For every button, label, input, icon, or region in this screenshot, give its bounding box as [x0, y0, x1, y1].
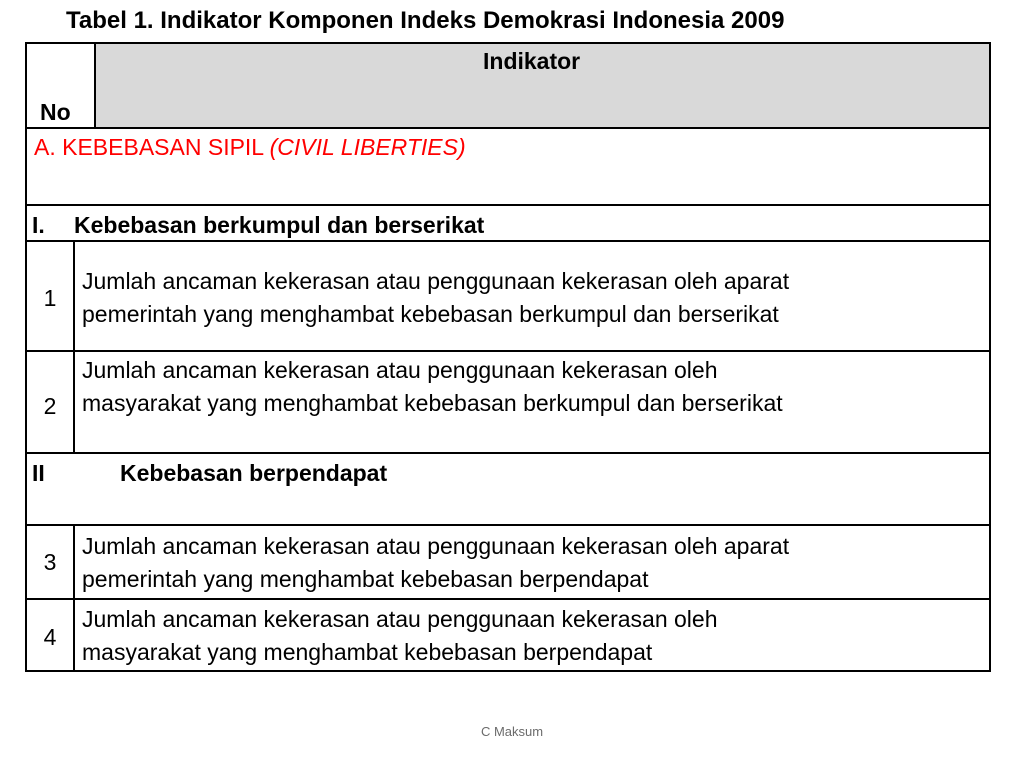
row-divider: [25, 524, 991, 526]
row-2-line-2: masyarakat yang menghambat kebebasan berkumpul dan berserikat: [82, 390, 783, 416]
table-title: Tabel 1. Indikator Komponen Indeks Demokrasi Indonesia 2009: [66, 7, 785, 34]
row-3-description: [82, 530, 982, 596]
row-4-description: [82, 603, 982, 669]
row-divider: [25, 240, 991, 242]
section-a-italic: (CIVIL LIBERTIES): [269, 134, 466, 160]
group-1-label: I.: [32, 212, 45, 238]
row-2-number: 2: [43, 393, 57, 419]
group-2-title: Kebebasan berpendapat: [120, 460, 388, 486]
row-4-line-2: masyarakat yang menghambat kebebasan berpendapat: [82, 639, 653, 665]
row-1-number: 1: [43, 285, 57, 311]
table-border-top: [25, 42, 991, 44]
row-2-description: [82, 354, 982, 420]
section-a-heading: [34, 131, 466, 164]
row-divider: [25, 204, 991, 206]
header-indikator: Indikator: [483, 48, 581, 74]
row-4-line-1: Jumlah ancaman kekerasan atau penggunaan kekerasan oleh: [82, 606, 718, 632]
row-divider: [25, 350, 991, 352]
row-1-line-1: Jumlah ancaman kekerasan atau penggunaan kekerasan oleh aparat: [82, 268, 790, 294]
row-1-line-2: pemerintah yang menghambat kebebasan berkumpul dan berserikat: [82, 301, 779, 327]
group-1-title: Kebebasan berkumpul dan berserikat: [74, 212, 485, 238]
column-divider: [73, 524, 75, 672]
row-divider: [25, 452, 991, 454]
column-divider: [73, 240, 75, 454]
row-3-number: 3: [43, 549, 57, 575]
group-2-label: II: [32, 460, 45, 486]
table-border-left: [25, 42, 27, 672]
footer-credit: C Maksum: [480, 724, 544, 739]
column-divider: [94, 42, 96, 129]
row-3-line-1: Jumlah ancaman kekerasan atau penggunaan kekerasan oleh aparat: [82, 533, 790, 559]
row-2-line-1: Jumlah ancaman kekerasan atau penggunaan kekerasan oleh: [82, 357, 718, 383]
header-no: No: [40, 99, 71, 125]
row-divider: [25, 598, 991, 600]
table-border-right: [989, 42, 991, 672]
section-a-text: A. KEBEBASAN SIPIL: [34, 134, 270, 160]
row-1-description: [82, 265, 982, 331]
row-4-number: 4: [43, 624, 57, 650]
table-border-bottom: [25, 670, 991, 672]
row-divider: [25, 127, 991, 129]
row-3-line-2: pemerintah yang menghambat kebebasan berpendapat: [82, 566, 649, 592]
